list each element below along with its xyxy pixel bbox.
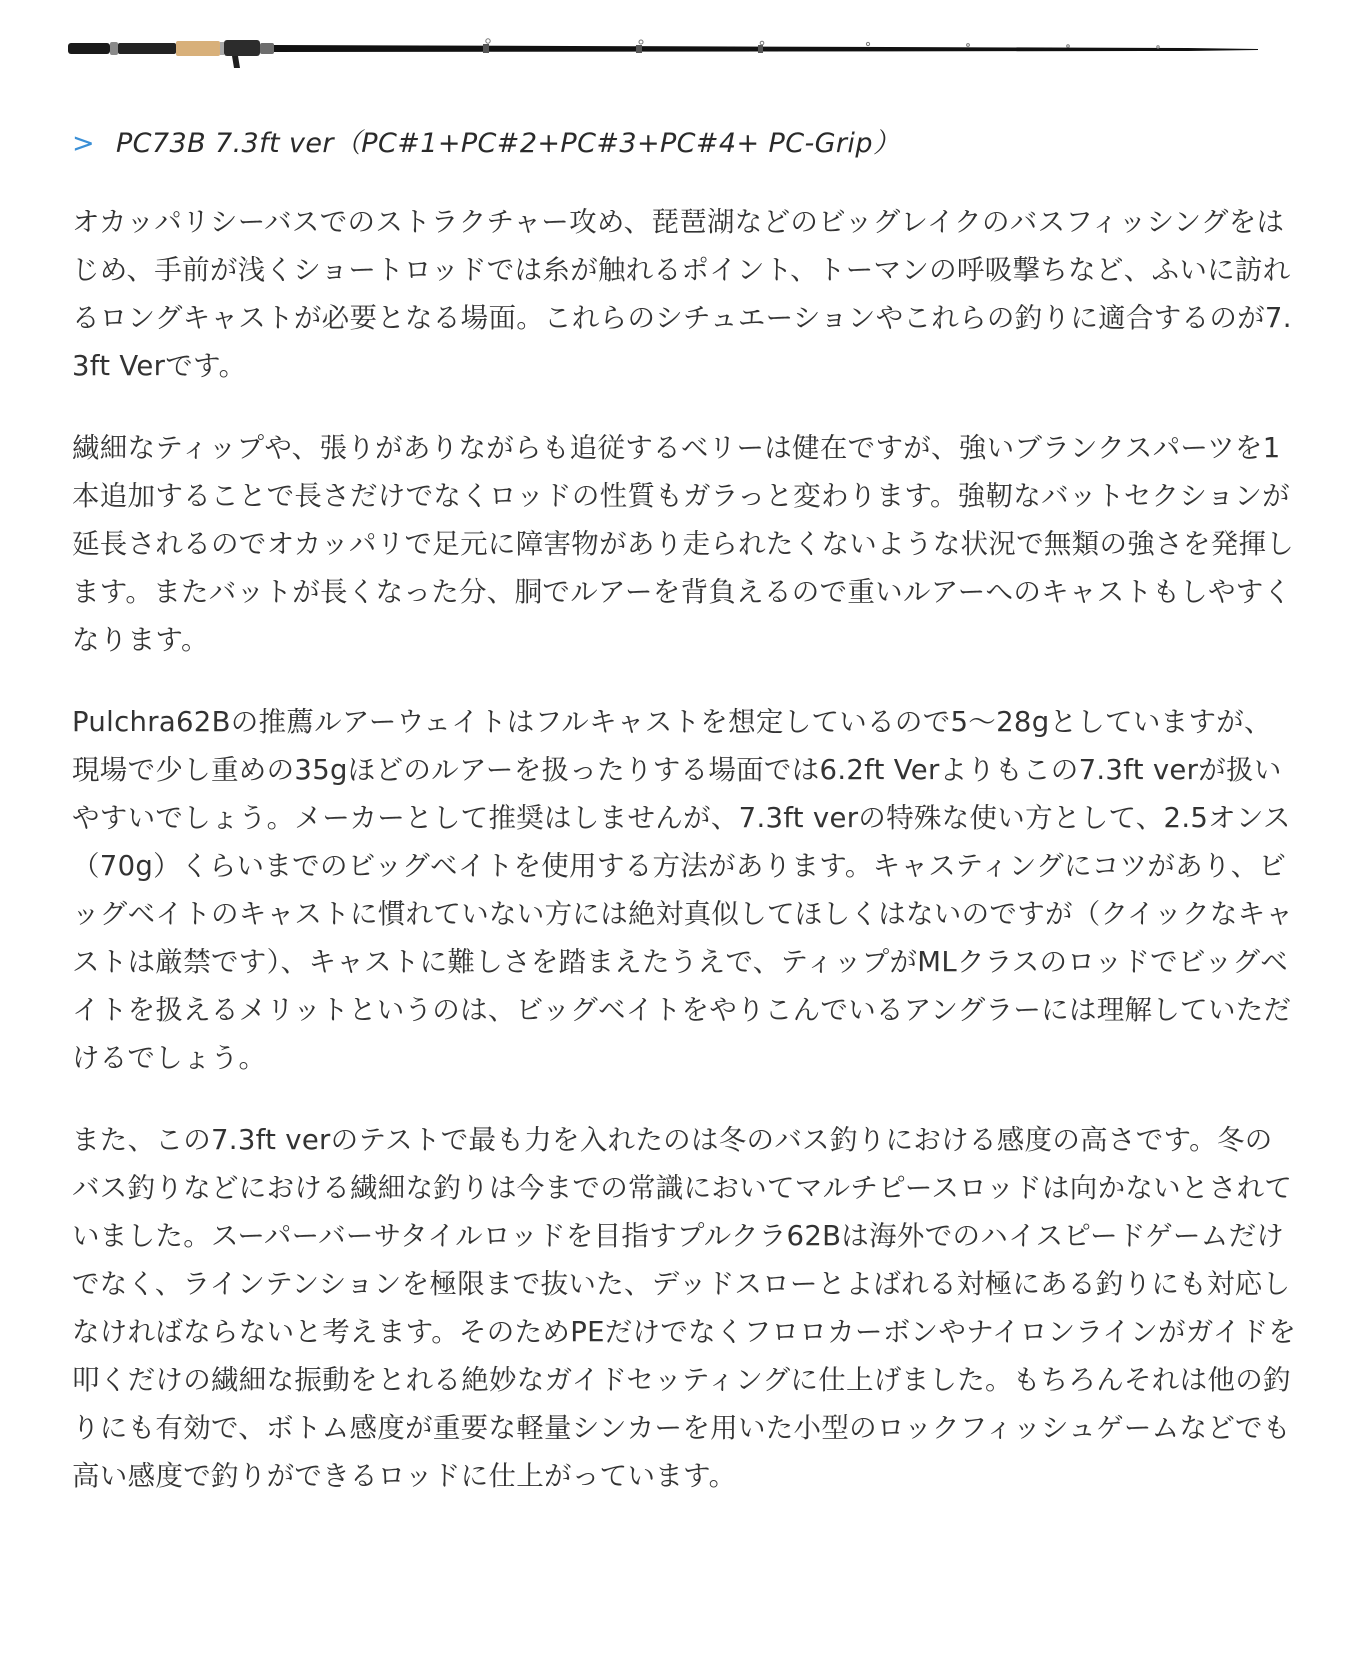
fishing-rod-illustration [68,28,1258,72]
rod-ferrule-1 [483,44,489,53]
rod-guide-7 [1157,46,1159,48]
rod-ferrule-3 [758,45,763,53]
rod-cork-band [220,42,224,55]
rod-blank [274,45,1258,52]
arrow-icon: > [72,128,96,159]
rod-guide-1 [486,39,490,43]
rod-rear-grip-2 [118,43,176,54]
rod-guide-6 [1067,45,1070,48]
rod-guide-3 [760,41,764,45]
rod-trigger [232,56,240,68]
rod-reel-seat [224,40,260,56]
paragraph: また、この7.3ft verのテストで最も力を入れたのは冬のバス釣りにおける感度の高さです。冬のバス釣りなどにおける繊細な釣りは今までの常識においてマルチピースロッドは向かないとされていました。スーパーバーサタイルロッドを目指すプルクラ62Bは海外でのハイスピードゲームだけでなく、ラインテンションを極限まで抜いた、デッドスローとよばれる対極にある釣りにも対応しなければならないと考えます。そのためPEだけでなくフロロカーボンやナイロンラインがガイドを叩くだけの繊細な振動をとれる絶妙なガイドセッティングに仕上げました。もちろんそれは他の釣りにも有効で、ボトム感度が重要な軽量シンカーを用いた小型のロックフィッシュゲームなどでも高い感度で釣りができるロッドに仕上がっています。 [72,1124,1297,1492]
paragraph: 繊細なティップや、張りがありながらも追従するベリーは健在ですが、強いブランクスパーツを1本追加することで長さだけでなくロッドの性質もガラっと変わります。強靭なバットセクションが延長されるのでオカッパリで足元に障害物があり走られたくないような状況で無類の強さを発揮します。またバットが長くなった分、胴でルアーを背負えるので重いルアーへのキャストもしやすくなります。 [72,432,1295,656]
rod-grip-ring [110,42,118,55]
rod-fore-grip [260,43,274,54]
section-heading [72,122,1282,166]
rod-guide-2 [639,40,643,44]
rod-rear-grip [68,43,110,54]
paragraph: Pulchra62Bの推薦ルアーウェイトはフルキャストを想定しているので5〜28gとしていますが、現場で少し重めの35gほどのルアーを扱ったりする場面では6.2ft Verよりもこの7.3ft verが扱いやすいでしょう。メーカーとして推奨はしませんが、7.3ft verの特殊な使い方として、2.5オンス（70g）くらいまでのビッグベイトを使用する方法があります。キャスティングにコツがあり、ビッグベイトのキャストに慣れていない方には絶対真似してほしくはないのですが（クイックなキャストは厳禁です）、キャストに難しさを踏まえたうえで、ティップがMLクラスのロッドでビッグベイトを扱えるメリットというのは、ビッグベイトをやりこんでいるアングラーには理解していただけるでしょう。 [72,706,1294,1074]
article-body [72,198,1298,1534]
rod-cork-grip [176,41,220,56]
rod-guide-5 [967,44,970,47]
rod-ferrule-2 [636,45,642,53]
heading-title: PC73B 7.3ft ver（PC#1+PC#2+PC#3+PC#4+ PC-Grip） [116,128,901,159]
rod-guide-4 [866,42,869,45]
paragraph: オカッパリシーバスでのストラクチャー攻め、琵琶湖などのビッグレイクのバスフィッシングをはじめ、手前が浅くショートロッドでは糸が触れるポイント、トーマンの呼吸撃ちなど、ふいに訪れるロングキャストが必要となる場面。これらのシチュエーションやこれらの釣りに適合するのが7.3ft Verです。 [72,206,1292,382]
